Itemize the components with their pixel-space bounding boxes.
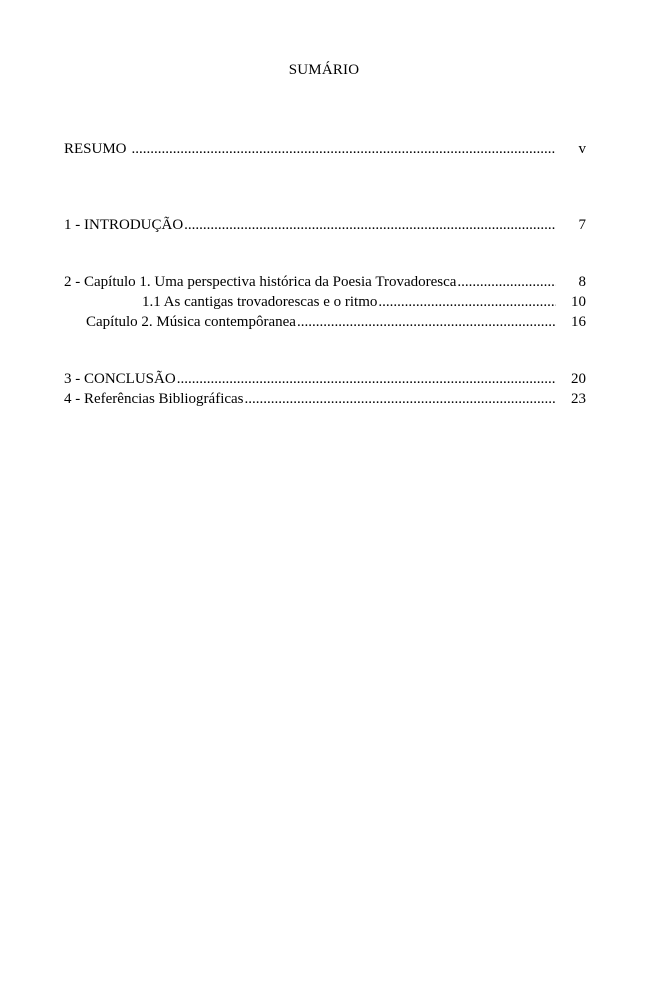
toc-entry-conclusao [64,368,586,388]
toc-entry-section-1-1 [64,291,586,311]
toc-entry-capitulo-2 [64,311,586,331]
toc-page-number: v [578,141,586,157]
toc-entry-label: 4 - Referências Bibliográficas [64,391,244,407]
toc-entry-label: 1 - INTRODUÇÃO [64,217,184,233]
toc-entry-introducao [64,214,586,234]
dot-leader [132,140,556,158]
page-title: SUMÁRIO [288,62,360,78]
dot-leader [184,216,556,234]
toc-page-number: 10 [571,294,586,310]
dot-leader [457,273,556,291]
toc-entry-label: 2 - Capítulo 1. Uma perspectiva histórica da Poesia Trovadoresca [64,274,457,290]
toc-page-number: 20 [571,371,586,387]
dot-leader [245,390,556,408]
toc-page-number: 7 [578,217,586,233]
dot-leader [177,370,556,388]
dot-leader [297,313,556,331]
toc-page-number: 8 [578,274,586,290]
dot-leader [378,293,556,311]
toc-page-number: 16 [571,314,586,330]
toc-entry-label: 3 - CONCLUSÃO [64,371,176,387]
toc-entry-capitulo-1 [64,271,586,291]
toc-entry-label: 1.1 As cantigas trovadorescas e o ritmo [142,294,378,310]
toc-entry-label: RESUMO [64,141,127,157]
toc-entry-resumo [64,138,586,158]
toc-page-number: 23 [571,391,586,407]
toc-entry-referencias [64,388,586,408]
toc-entry-label: Capítulo 2. Música contempôranea [86,314,296,330]
